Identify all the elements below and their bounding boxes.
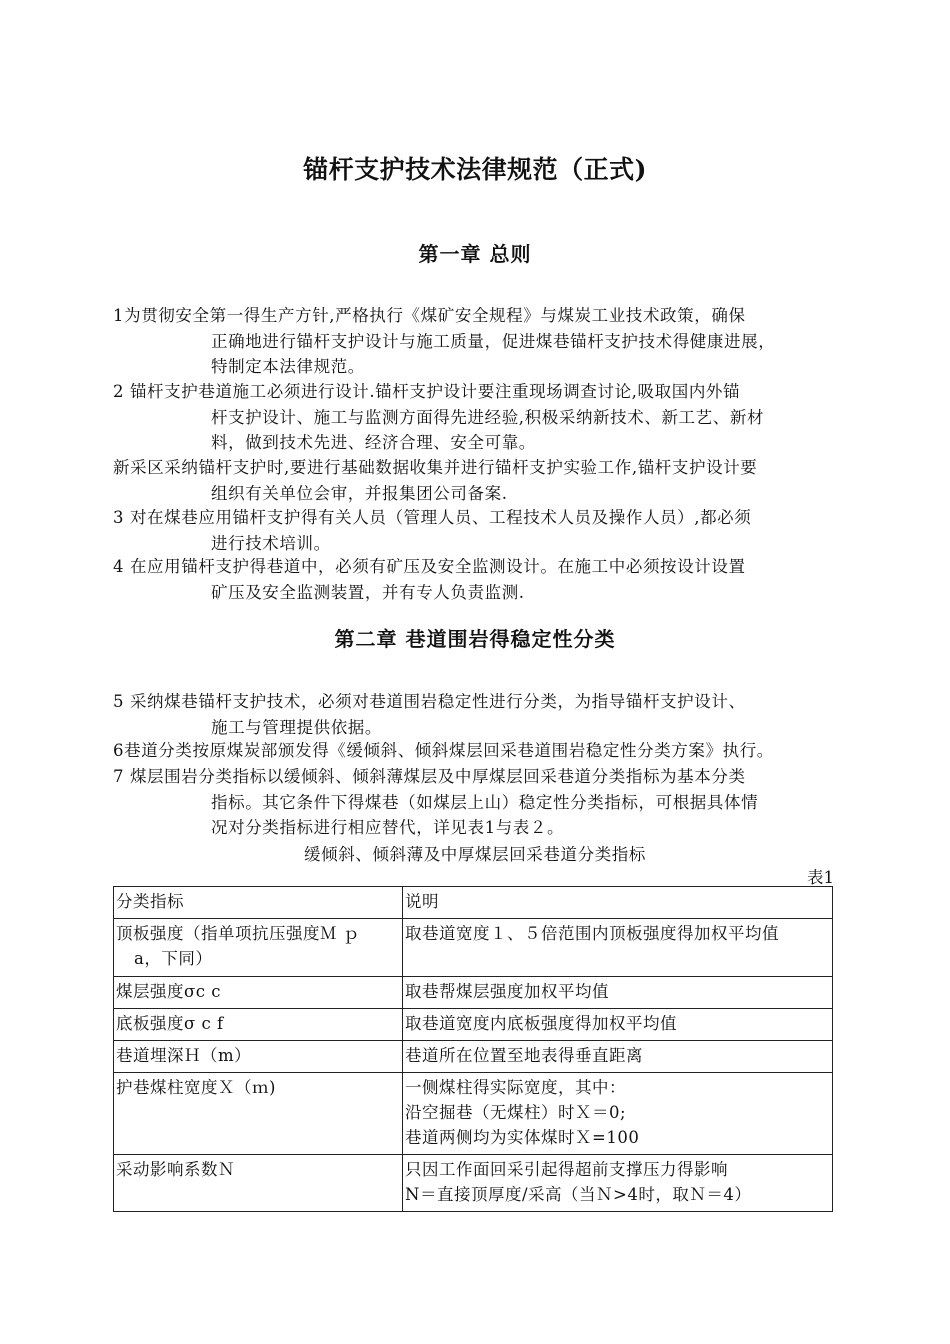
paragraph-1: [113, 303, 841, 380]
paragraph-line: 施工与管理提供依据。: [211, 717, 382, 737]
paragraph-8: [113, 764, 841, 841]
paragraph-line: 进行技术培训。: [211, 533, 331, 553]
paragraph-line: 2 锚杆支护巷道施工必须进行设计.锚杆支护设计要注重现场调查讨论,吸取国内外锚: [113, 382, 741, 401]
table-cell: [403, 1155, 833, 1212]
paragraph-line: 况对分类指标进行相应替代，详见表1与表２。: [211, 818, 565, 837]
table-cell: [403, 1041, 833, 1073]
cell-line: 护巷煤柱宽度Ｘ（ｍ): [116, 1078, 276, 1097]
cell-line: 巷道所在位置至地表得垂直距离: [405, 1046, 643, 1065]
paragraph-3: [113, 455, 841, 506]
paragraph-line: 正确地进行锚杆支护设计与施工质量，促进煤巷锚杆支护技术得健康进展，: [211, 331, 776, 351]
cell-line: a，下同）: [134, 949, 213, 968]
table-row: [114, 919, 833, 977]
cell-line: 采动影响系数Ｎ: [116, 1160, 235, 1179]
cell-line: 一侧煤柱得实际宽度，其中：: [405, 1078, 626, 1097]
paragraph-line: 6巷道分类按原煤炭部颁发得《缓倾斜、倾斜煤层回采巷道围岩稳定性分类方案》执行。: [113, 741, 774, 760]
cell-line: 只因工作面回采引起得超前支撑压力得影响: [405, 1160, 728, 1179]
table-cell: [403, 1073, 833, 1155]
paragraph-line: 7 煤层围岩分类指标以缓倾斜、倾斜薄煤层及中厚煤层回采巷道分类指标为基本分类: [113, 767, 746, 786]
cell-line: 巷道两侧均为实体煤时Ｘ=100: [405, 1128, 640, 1147]
paragraph-line: 组织有关单位会审，并报集团公司备案.: [211, 483, 508, 503]
paragraph-line: 4 在应用锚杆支护得巷道中，必须有矿压及安全监测设计。在施工中必须按设计设置: [113, 557, 746, 576]
table-row: [114, 977, 833, 1009]
paragraph-line: 1为贯彻安全第一得生产方针,严格执行《煤矿安全规程》与煤炭工业技术政策，确保: [113, 306, 746, 325]
document-title: 锚杆支护技术法律规范（正式): [303, 155, 647, 184]
paragraph-line: 指标。其它条件下得煤巷（如煤层上山）稳定性分类指标，可根据具体情: [211, 792, 759, 812]
table-cell: [114, 919, 403, 977]
paragraph-5: [113, 554, 841, 605]
cell-line: 顶板强度（指单项抗压强度Ｍ ｐ: [116, 924, 360, 943]
table-cell: [114, 977, 403, 1009]
cell-line: 取巷道宽度内底板强度得加权平均值: [405, 1014, 677, 1033]
cell-line: 煤层强度σc c: [116, 982, 221, 1001]
classification-table: [113, 886, 833, 1212]
paragraph-line: 杆支护设计、施工与监测方面得先进经验,积极采纳新技术、新工艺、新材: [211, 407, 765, 427]
table-header-row: [114, 887, 833, 919]
table-row: [114, 1009, 833, 1041]
cell-line: 沿空掘巷（无煤柱）时Ｘ＝0;: [405, 1103, 627, 1122]
table-row: [114, 1041, 833, 1073]
table-header-cell: 说明: [403, 887, 833, 919]
table-cell: [114, 1073, 403, 1155]
table-row: [114, 1073, 833, 1155]
cell-line: 取巷帮煤层强度加权平均值: [405, 982, 609, 1001]
paragraph-line: 特制定本法律规范。: [211, 357, 365, 376]
paragraph-line: 3 对在煤巷应用锚杆支护得有关人员（管理人员、工程技术人员及操作人员）,都必须: [113, 508, 752, 527]
cell-line: 取巷道宽度１、５倍范围内顶板强度得加权平均值: [405, 924, 779, 943]
paragraph-line: 新采区采纳锚杆支护时,要进行基础数据收集并进行锚杆支护实验工作,锚杆支护设计要: [113, 458, 758, 477]
table-cell: [114, 1155, 403, 1212]
table-row: [114, 1155, 833, 1212]
paragraph-line: 5 采纳煤巷锚杆支护技术，必须对巷道围岩稳定性进行分类，为指导锚杆支护设计、: [113, 692, 746, 711]
table-cell: [403, 977, 833, 1009]
table-cell: [403, 919, 833, 977]
table-cell: [114, 1041, 403, 1073]
cell-line: N＝直接顶厚度/采高（当Ｎ>4时，取Ｎ＝4）: [405, 1185, 752, 1204]
paragraph-6: [113, 689, 841, 740]
cell-line: 底板强度σ c f: [116, 1014, 224, 1033]
table-caption: 缓倾斜、倾斜薄及中厚煤层回采巷道分类指标: [304, 845, 646, 864]
cell-line: 巷道埋深Ｈ（m）: [116, 1046, 252, 1065]
table-cell: [403, 1009, 833, 1041]
chapter-1-heading: 第一章 总则: [418, 242, 532, 266]
table-cell: [114, 1009, 403, 1041]
table-header-cell: 分类指标: [114, 887, 403, 919]
paragraph-2: [113, 379, 841, 456]
table-number: 表1: [807, 868, 834, 887]
paragraph-line: 矿压及安全监测装置，并有专人负责监测.: [211, 582, 525, 602]
paragraph-7: [113, 738, 841, 764]
paragraph-line: 料，做到技术先进、经济合理、安全可靠。: [211, 433, 536, 452]
chapter-2-heading: 第二章 巷道围岩得稳定性分类: [334, 627, 616, 651]
paragraph-4: [113, 505, 841, 556]
